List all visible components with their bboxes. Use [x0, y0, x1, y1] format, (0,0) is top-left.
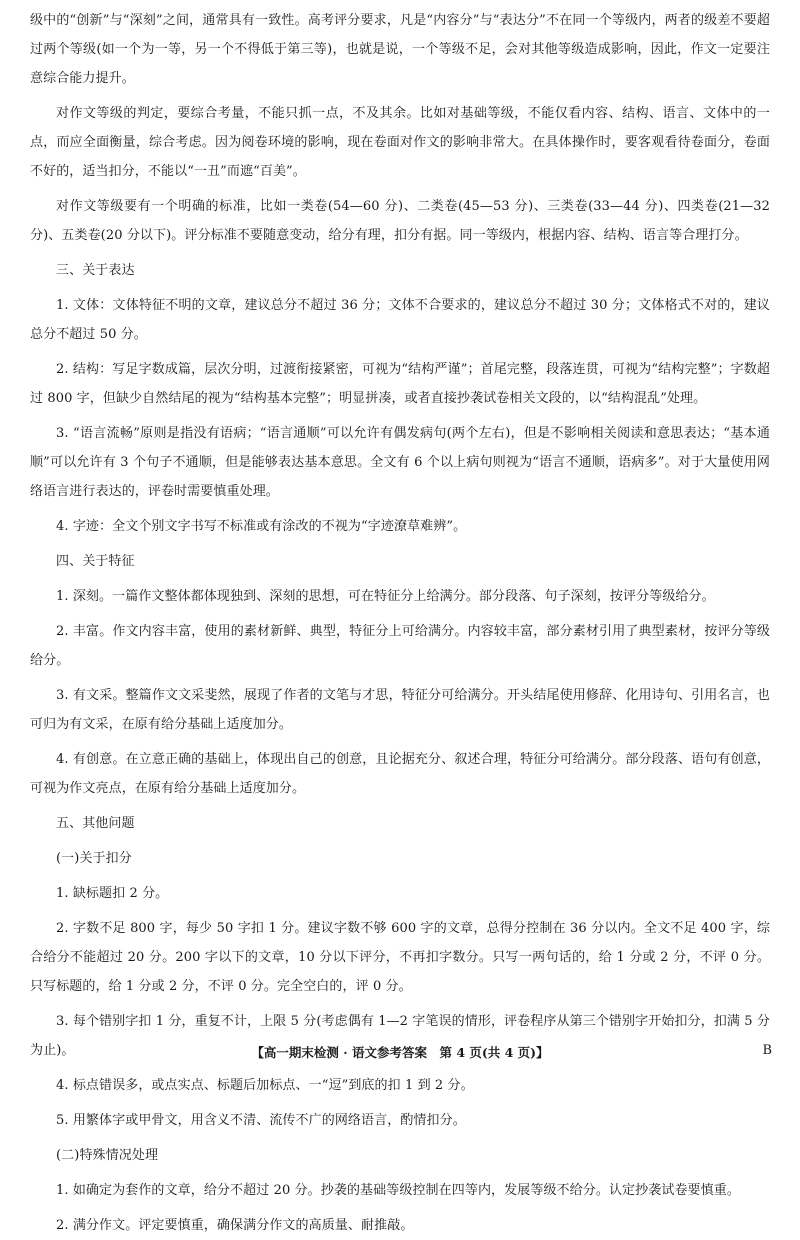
- deduction-item-5: 5. 用繁体字或甲骨文，用含义不清、流传不广的网络语言，酌情扣分。: [56, 1113, 466, 1128]
- paragraph-grade-standard: 对作文等级要有一个明确的标准，比如一类卷(54—60 分)、二类卷(45—53 分)、三类卷(33—44 分)、四类卷(21—32 分)、五类卷(20 分以下)。评分标准不要随意变动，给分有理，扣分有据。同一等级内，根据内容、结构、语言等合理打分。: [30, 199, 770, 243]
- feature-item-1: 1. 深刻。一篇作文整体都体现独到、深刻的思想，可在特征分上给满分。部分段落、句子深刻，按评分等级给分。: [56, 589, 715, 604]
- expression-item-2: 2. 结构：写足字数成篇，层次分明，过渡衔接紧密，可视为“结构严谨”；首尾完整，段落连贯，可视为“结构完整”；字数超过 800 字，但缺少自然结尾的视为“结构基本完整”；明显拼凑，或者直接抄袭试卷相关文段的，以“结构混乱”处理。: [30, 362, 770, 406]
- deduction-item-4: 4. 标点错误多，或点实点、标题后加标点、一“逗”到底的扣 1 到 2 分。: [56, 1078, 474, 1093]
- deduction-item-2: 2. 字数不足 800 字，每少 50 字扣 1 分。建议字数不够 600 字的文章，总得分控制在 36 分以内。全文不足 400 字，综合给分不能超过 20 分。200 字以下的文章，10 分以下评分，不再扣字数分。只写一两句话的，给 1 分或 2 分，不评 0 分。只写标题的，给 1 分或 2 分，不评 0 分。完全空白的，评 0 分。: [30, 921, 770, 994]
- section-heading-features: 四、关于特征: [56, 554, 135, 569]
- expression-item-3: 3. “语言流畅”原则是指没有语病；“语言通顺”可以允许有偶发病句(两个左右)，但是不影响相关阅读和意思表达；“基本通顺”可以允许有 3 个句子不通顺，但是能够表达基本意思。全文有 6 个以上病句则视为“语言不通顺，语病多”。对于大量使用网络语言进行表达的，评卷时需要慎重处理。: [30, 426, 770, 499]
- paragraph-grade-judgement: 对作文等级的判定，要综合考量，不能只抓一点，不及其余。比如对基础等级，不能仅看内容、结构、语言、文体中的一点，而应全面衡量，综合考虑。因为阅卷环境的影响，现在卷面对作文的影响非常大。在具体操作时，要客观看待卷面分，卷面不好的，适当扣分，不能以“一丑”而遮“百美”。: [30, 106, 770, 179]
- feature-item-4: 4. 有创意。在立意正确的基础上，体现出自己的创意，且论据充分、叙述合理，特征分可给满分。部分段落、语句有创意，可视为作文亮点，在原有给分基础上适度加分。: [30, 752, 770, 796]
- footer-edition-mark: B: [762, 1043, 772, 1058]
- deduction-item-3: 3. 每个错别字扣 1 分，重复不计，上限 5 分(考虑偶有 1—2 字笔误的情形，评卷程序从第三个错别字开始扣分，扣满 5 分为止)。: [30, 1014, 770, 1058]
- page-footer: [0, 1043, 800, 1067]
- feature-item-2: 2. 丰富。作文内容丰富，使用的素材新鲜、典型，特征分上可给满分。内容较丰富，部分素材引用了典型素材，按评分等级给分。: [30, 624, 770, 668]
- feature-item-3: 3. 有文采。整篇作文文采斐然，展现了作者的文笔与才思，特征分可给满分。开头结尾使用修辞、化用诗句、引用名言，也可归为有文采，在原有给分基础上适度加分。: [30, 688, 770, 732]
- paragraph-intro-continuation: 级中的“创新”与“深刻”之间，通常具有一致性。高考评分要求，凡是“内容分”与“表达分”不在同一个等级内，两者的级差不要超过两个等级(如一个为一等，另一个不得低于第三等)，也就是说，一个等级不足，会对其他等级造成影响，因此，作文一定要注意综合能力提升。: [30, 13, 770, 86]
- expression-item-1: 1. 文体：文体特征不明的文章，建议总分不超过 36 分；文体不合要求的，建议总分不超过 30 分；文体格式不对的，建议总分不超过 50 分。: [30, 298, 770, 342]
- expression-item-4: 4. 字迹：全文个别文字书写不标准或有涂改的不视为“字迹潦草难辨”。: [56, 519, 467, 534]
- subsection-heading-deductions: (一)关于扣分: [56, 851, 132, 866]
- deduction-item-1: 1. 缺标题扣 2 分。: [56, 886, 169, 901]
- footer-page-info: 【高一期末检测 · 语文参考答案 第 4 页(共 4 页)】: [251, 1045, 549, 1060]
- special-case-item-1: 1. 如确定为套作的文章，给分不超过 20 分。抄袭的基础等级控制在四等内，发展等级不给分。认定抄袭试卷要慎重。: [56, 1183, 740, 1198]
- section-heading-other: 五、其他问题: [56, 816, 135, 831]
- section-heading-expression: 三、关于表达: [56, 263, 135, 278]
- subsection-heading-special-cases: (二)特殊情况处理: [56, 1148, 159, 1163]
- special-case-item-2: 2. 满分作文。评定要慎重，确保满分作文的高质量、耐推敲。: [56, 1218, 414, 1233]
